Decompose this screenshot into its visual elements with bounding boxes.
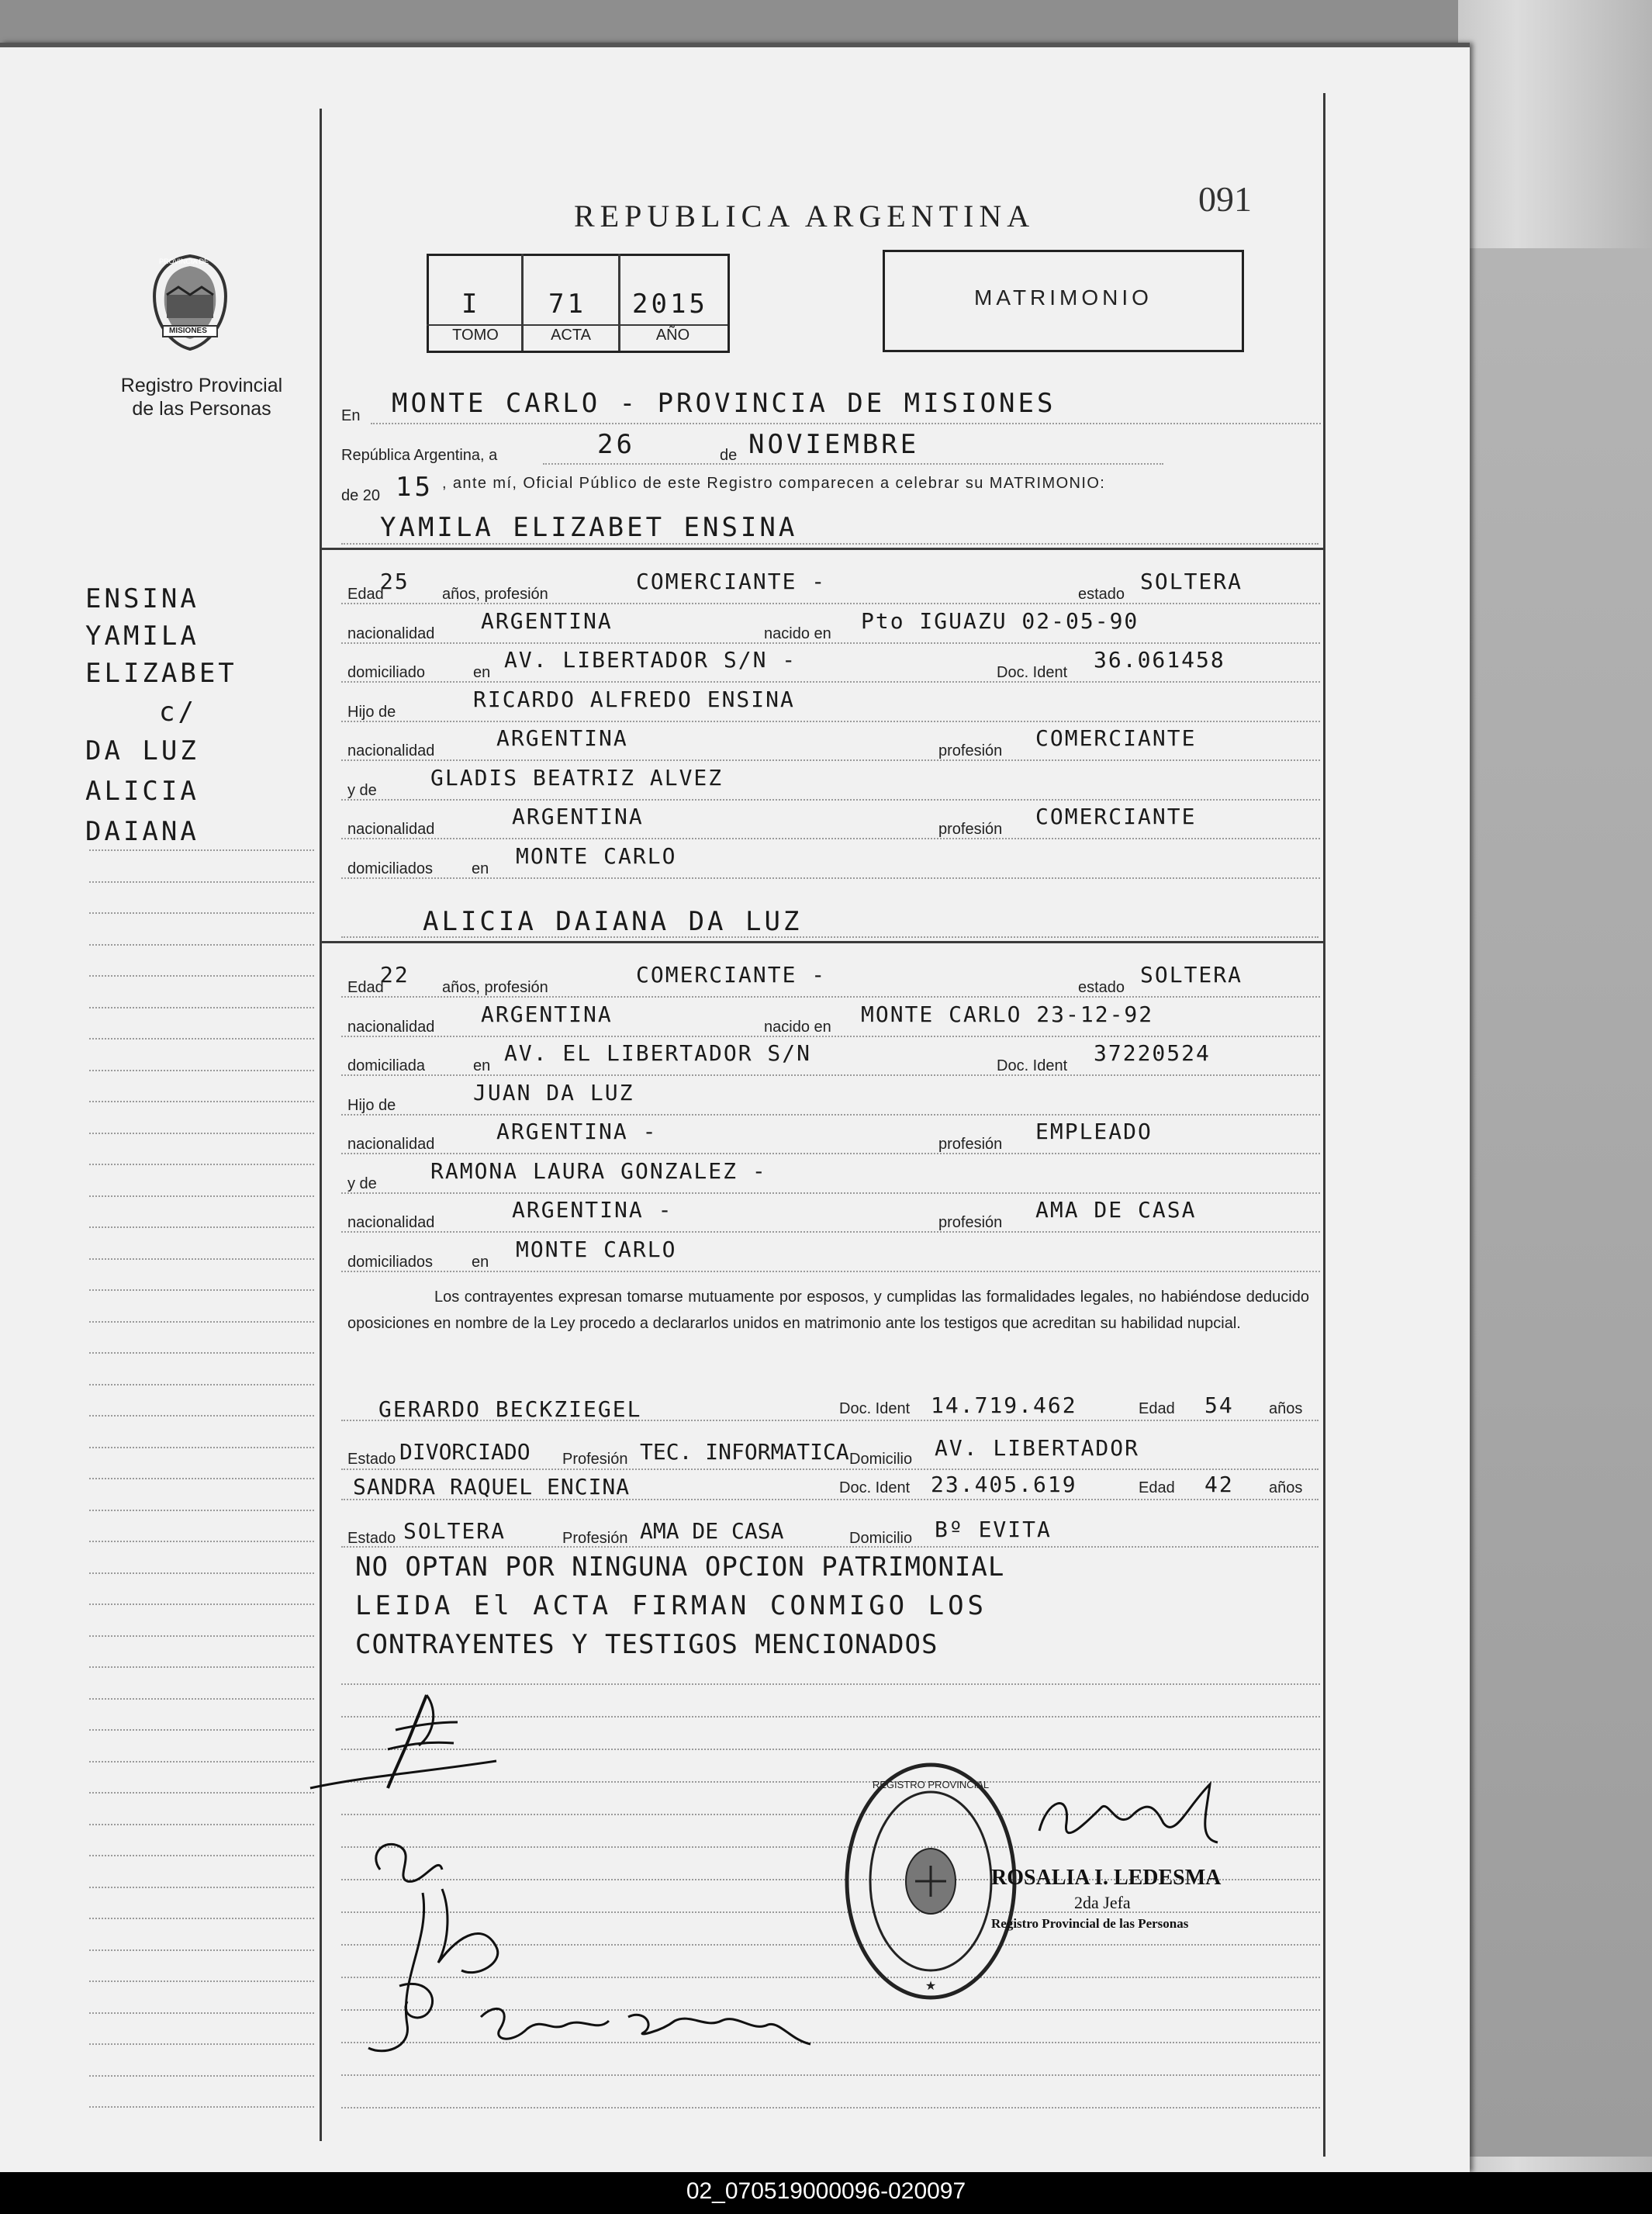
margin-note: YAMILA <box>85 621 199 652</box>
testigo1-anos-label: años <box>1269 1400 1303 1417</box>
ruled-line <box>89 912 314 914</box>
contrayente2-nacionalidad: ARGENTINA <box>481 1001 613 1027</box>
testigo1-domicilio: AV. LIBERTADOR <box>935 1435 1140 1461</box>
contrayente1-madre-prof-label: profesión <box>938 821 1003 838</box>
contrayente1-padre-prof-label: profesión <box>938 742 1003 759</box>
contrayente1-domiciliado-label: domiciliado <box>347 664 426 681</box>
section-divider <box>320 941 1325 943</box>
contrayente2-domiciliados-label: domiciliados <box>347 1253 434 1271</box>
ruled-line <box>89 1038 314 1040</box>
dotted-line <box>341 1074 1320 1076</box>
signature-1-icon <box>302 1687 504 1804</box>
contrayente1-name: YAMILA ELIZABET ENSINA <box>380 512 798 543</box>
contrayente1-madre-nac-label: nacionalidad <box>347 821 435 838</box>
margin-note: ELIZABET <box>85 658 237 689</box>
margin-note: ALICIA <box>85 776 199 807</box>
ruled-line <box>89 1258 314 1260</box>
ruled-line <box>89 1384 314 1385</box>
ruled-line <box>89 1729 314 1731</box>
testigo1-name: GERARDO BECKZIEGEL <box>378 1396 642 1422</box>
testigo2-profesion: AMA DE CASA <box>640 1518 784 1544</box>
left-column-rule <box>320 109 322 2141</box>
margin-note: DA LUZ <box>85 735 199 766</box>
label-divider <box>427 324 728 326</box>
dotted-line <box>341 543 1318 545</box>
ruled-line <box>341 2074 1320 2076</box>
intro-year: 15 <box>396 472 434 503</box>
contrayente2-padre-prof-label: profesión <box>938 1136 1003 1153</box>
contrayente1-nacionalidad-label: nacionalidad <box>347 624 435 642</box>
contrayente2-name: ALICIA DAIANA DA LUZ <box>423 906 803 937</box>
intro-place: MONTE CARLO - PROVINCIA DE MISIONES <box>392 388 1056 419</box>
svg-text:★: ★ <box>924 1980 937 1993</box>
testigo1-doc-label: Doc. Ident <box>839 1400 911 1417</box>
ruled-line <box>89 1510 314 1511</box>
contrayente1-profesion: COMERCIANTE - <box>636 569 827 594</box>
registry-name <box>109 374 295 420</box>
ruled-line <box>89 1855 314 1856</box>
ruled-line <box>89 1980 314 1982</box>
margin-note: ENSINA <box>85 583 199 614</box>
republica-label: República Argentina, a <box>341 447 498 464</box>
dotted-line <box>341 1153 1320 1154</box>
ano-label: AÑO <box>655 327 690 344</box>
seal-text <box>842 1757 865 1758</box>
margin-note: DAIANA <box>85 816 199 847</box>
contrayente1-doc-label: Doc. Ident <box>997 664 1068 681</box>
contrayente1-nacido: Pto IGUAZU 02-05-90 <box>861 607 1139 634</box>
contrayente2-doc-label: Doc. Ident <box>997 1057 1068 1074</box>
declaration-text: Los contrayentes expresan tomarse mutuamente por esposos, y cumplidas las formalidades legales, no habiéndose deducido oposiciones en nombre de la Ley procedo a declararlos unidos en matrimonio ante los testigos que acreditan su habilidad nupcial. <box>347 1289 1309 1332</box>
contrayente1-estado: SOLTERA <box>1140 569 1243 594</box>
contrayente2-hijo-label: Hijo de <box>347 1096 396 1114</box>
official-position: 2da Jefa <box>1074 1893 1131 1912</box>
contrayente2-domiciliados-en: en <box>472 1253 489 1271</box>
note-line: LEIDA El ACTA FIRMAN CONMIGO LOS <box>355 1590 988 1621</box>
ruled-line <box>89 1447 314 1448</box>
ruled-line <box>89 1572 314 1574</box>
background-panel <box>1470 248 1652 2157</box>
contrayente1-padre-nac: ARGENTINA <box>496 725 628 751</box>
ruled-line <box>89 975 314 977</box>
contrayente2-padre-nac-label: nacionalidad <box>347 1136 435 1153</box>
ruled-line <box>341 2107 1320 2108</box>
contrayente1-edad: 25 <box>380 569 410 594</box>
testigo1-profesion: TEC. INFORMATICA <box>640 1439 849 1465</box>
tomo-label: TOMO <box>452 327 499 344</box>
document-page <box>0 43 1470 2172</box>
dotted-line <box>341 1271 1320 1272</box>
contrayente1-yde-label: y de <box>347 781 377 799</box>
testigo1-domicilio-label: Domicilio <box>849 1451 913 1468</box>
contrayente1-domicilio: AV. LIBERTADOR S/N - <box>504 647 797 673</box>
dotted-line <box>341 1546 1318 1548</box>
official-name: ROSALIA I. LEDESMA <box>991 1866 1222 1890</box>
testigo2-edad: 42 <box>1204 1472 1234 1497</box>
contrayente2-edad: 22 <box>380 962 410 988</box>
tomo-value: I <box>461 289 481 320</box>
testigo2-doc-label: Doc. Ident <box>839 1479 911 1496</box>
ruled-line <box>89 1478 314 1479</box>
ruled-line <box>89 1761 314 1763</box>
contrayente2-domiciliados: MONTE CARLO <box>516 1236 677 1262</box>
en-label: En <box>341 407 361 424</box>
misiones-coat-of-arms-icon <box>147 252 233 353</box>
ruled-line <box>89 881 314 883</box>
ruled-line <box>89 1226 314 1228</box>
seal-inner-text <box>842 1761 852 1762</box>
ruled-line <box>89 1101 314 1102</box>
contrayente1-nacionalidad: ARGENTINA <box>481 607 613 634</box>
contrayente1-padre: RICARDO ALFREDO ENSINA <box>473 686 795 712</box>
official-signature-icon <box>1032 1776 1249 1862</box>
dotted-line <box>371 423 1321 424</box>
note-line: NO OPTAN POR NINGUNA OPCION PATRIMONIAL <box>355 1552 1005 1583</box>
testigo2-name: SANDRA RAQUEL ENCINA <box>353 1474 631 1500</box>
dotted-line <box>341 759 1320 761</box>
contrayente2-domicilio: AV. EL LIBERTADOR S/N <box>504 1040 812 1066</box>
ruled-line <box>89 1133 314 1134</box>
ruled-line <box>89 1918 314 1919</box>
act-type: MATRIMONIO <box>974 285 1153 310</box>
ruled-line <box>89 2075 314 2077</box>
contrayente1-padre-prof: COMERCIANTE <box>1035 725 1197 751</box>
testigo1-estado: DIVORCIADO <box>399 1439 531 1465</box>
ruled-line <box>89 944 314 946</box>
testigo2-profesion-label: Profesión <box>562 1530 628 1547</box>
testigo1-edad: 54 <box>1204 1392 1234 1418</box>
dotted-line <box>341 642 1320 644</box>
intro-month: NOVIEMBRE <box>748 429 920 460</box>
testigo1-estado-label: Estado <box>347 1451 396 1468</box>
page-top-edge <box>0 43 1470 47</box>
dotted-line <box>341 603 1320 604</box>
intro-day: 26 <box>597 429 635 460</box>
contrayente2-nacido-label: nacido en <box>764 1018 831 1036</box>
testigo1-edad-label: Edad <box>1139 1400 1175 1417</box>
testigo1-doc: 14.719.462 <box>931 1392 1077 1418</box>
ruled-line <box>89 1164 314 1165</box>
contrayente1-padre-nac-label: nacionalidad <box>347 742 435 759</box>
contrayente1-doc: 36.061458 <box>1094 647 1225 673</box>
contrayente1-domiciliados-en: en <box>472 860 489 877</box>
testigo2-doc: 23.405.619 <box>931 1472 1077 1497</box>
ruled-line <box>89 1887 314 1888</box>
contrayente2-padre-nac: ARGENTINA - <box>496 1119 658 1144</box>
dotted-line <box>341 721 1320 722</box>
acta-label: ACTA <box>551 327 591 344</box>
testigo1-profesion-label: Profesión <box>562 1451 628 1468</box>
contrayente2-estado-label: estado <box>1078 979 1125 996</box>
contrayente2-profesion: COMERCIANTE - <box>636 962 827 988</box>
contrayente2-madre-nac-label: nacionalidad <box>347 1214 435 1231</box>
contrayente1-estado-label: estado <box>1078 586 1125 603</box>
contrayente2-anos-profesion-label: años, profesión <box>442 979 548 996</box>
note-line: CONTRAYENTES Y TESTIGOS MENCIONADOS <box>355 1629 938 1660</box>
contrayente2-padre: JUAN DA LUZ <box>473 1079 634 1105</box>
ruled-line <box>89 1792 314 1794</box>
ruled-line <box>89 1195 314 1197</box>
ruled-line <box>89 2012 314 2014</box>
dotted-line <box>341 1231 1320 1233</box>
acta-value: 71 <box>548 289 586 320</box>
dotted-line <box>341 1469 1318 1470</box>
contrayente2-yde-label: y de <box>347 1174 377 1192</box>
contrayente2-padre-prof: EMPLEADO <box>1035 1119 1153 1144</box>
testigo2-estado-label: Estado <box>347 1530 396 1547</box>
ruled-line <box>89 2043 314 2045</box>
registry-line-1: Registro Provincial <box>120 375 283 396</box>
logo-text-top: PROVINCIA DE <box>159 258 209 265</box>
testigo2-edad-label: Edad <box>1139 1479 1175 1496</box>
ruled-line <box>89 1007 314 1008</box>
dotted-line <box>341 996 1320 998</box>
svg-text:REGISTRO PROVINCIAL: REGISTRO PROVINCIAL <box>872 1779 990 1790</box>
dotted-line <box>341 838 1320 839</box>
ruled-line <box>89 1603 314 1605</box>
right-column-rule <box>1323 93 1325 2157</box>
ruled-line <box>341 1683 1320 1685</box>
contrayente1-domiciliados: MONTE CARLO <box>516 842 677 869</box>
dotted-line <box>341 877 1320 879</box>
contrayente2-madre-nac: ARGENTINA - <box>512 1197 673 1223</box>
ruled-line <box>89 1698 314 1700</box>
contrayente1-madre-prof: COMERCIANTE <box>1035 804 1197 829</box>
dotted-line <box>341 1499 1318 1500</box>
ruled-line <box>89 1415 314 1417</box>
ruled-line <box>89 849 314 851</box>
contrayente1-edad-label: Edad <box>347 586 384 603</box>
year-prefix: de 20 <box>341 487 381 504</box>
contrayente2-domiciliado-label: domiciliada <box>347 1057 426 1074</box>
testigo2-anos-label: años <box>1269 1479 1303 1496</box>
ruled-line <box>89 1949 314 1951</box>
contrayente1-hijo-label: Hijo de <box>347 703 396 721</box>
contrayente2-estado: SOLTERA <box>1140 962 1243 988</box>
ruled-line <box>89 1666 314 1668</box>
ruled-line <box>89 1635 314 1637</box>
contrayente2-doc: 37220524 <box>1094 1040 1211 1066</box>
document-title: REPUBLICA ARGENTINA <box>574 199 1035 234</box>
contrayente2-edad-label: Edad <box>347 979 384 996</box>
contrayente1-madre-nac: ARGENTINA <box>512 804 644 829</box>
official-office: Registro Provincial de las Personas <box>991 1916 1189 1931</box>
ruled-line <box>89 1541 314 1542</box>
ruled-line <box>89 2106 314 2108</box>
ruled-line <box>89 1070 314 1071</box>
dotted-line <box>341 936 1318 938</box>
contrayente2-nacido: MONTE CARLO 23-12-92 <box>861 1001 1154 1027</box>
logo-text-bottom: MISIONES <box>169 327 207 335</box>
testigo2-domicilio-label: Domicilio <box>849 1530 913 1547</box>
ruled-line <box>89 1824 314 1825</box>
dotted-line <box>341 1036 1320 1037</box>
ruled-line <box>89 1352 314 1354</box>
contrayente2-madre-prof-label: profesión <box>938 1214 1003 1231</box>
dotted-line <box>543 463 1163 465</box>
margin-note: c/ <box>159 697 197 728</box>
ruled-line <box>89 1321 314 1323</box>
ano-value: 2015 <box>632 289 708 320</box>
page-number: 091 <box>1198 179 1252 219</box>
contrayente1-madre: GLADIS BEATRIZ ALVEZ <box>430 764 724 790</box>
section-divider <box>320 548 1325 550</box>
contrayente1-domiciliados-label: domiciliados <box>347 860 434 877</box>
dotted-line <box>341 799 1320 801</box>
contrayente1-en-label: en <box>473 664 491 681</box>
de-label: de <box>720 447 738 464</box>
dotted-line <box>341 681 1320 683</box>
ruled-line <box>89 1289 314 1291</box>
dotted-line <box>341 1114 1320 1116</box>
contrayente2-madre-prof: AMA DE CASA <box>1035 1197 1197 1223</box>
intro-statement: , ante mí, Oficial Público de este Registro comparecen a celebrar su MATRIMONIO: <box>442 475 1106 492</box>
contrayente1-nacido-label: nacido en <box>764 624 831 642</box>
dotted-line <box>341 1420 1318 1421</box>
contrayente2-en-label: en <box>473 1057 491 1074</box>
contrayente2-nacionalidad-label: nacionalidad <box>347 1018 435 1036</box>
contrayente2-madre: RAMONA LAURA GONZALEZ - <box>430 1157 767 1184</box>
contrayente1-anos-profesion-label: años, profesión <box>442 586 548 603</box>
footer-id: 02_070519000096-020097 <box>686 2178 966 2204</box>
testigo2-estado: SOLTERA <box>403 1518 506 1544</box>
testigo2-domicilio: Bº EVITA <box>935 1517 1052 1542</box>
registry-line-2: de las Personas <box>132 398 271 420</box>
dotted-line <box>341 1192 1320 1194</box>
